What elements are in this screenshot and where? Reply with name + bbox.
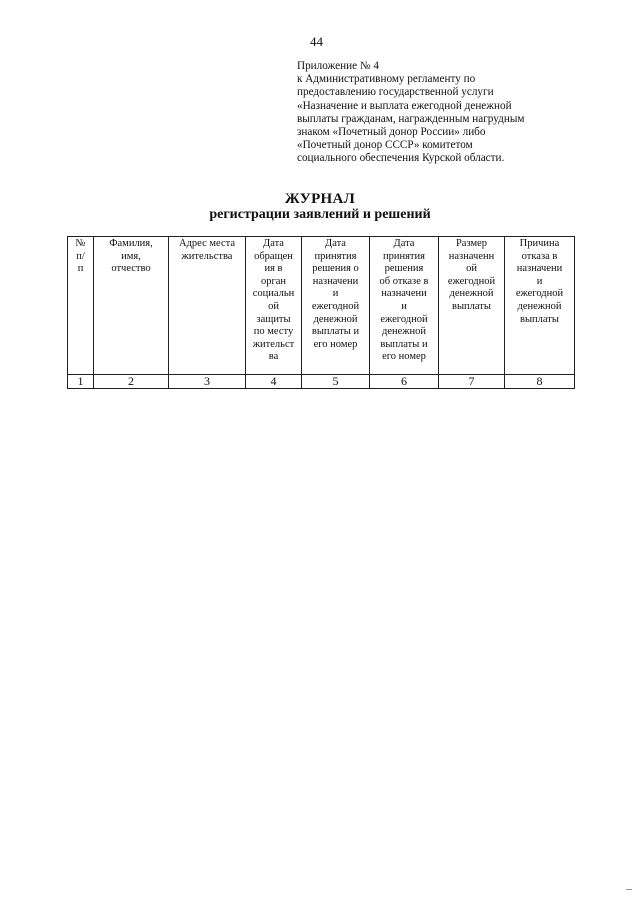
column-header-refusal-decision-date	[370, 237, 439, 375]
column-header-refusal-reason	[505, 237, 575, 375]
appendix-line: к Административному регламенту по	[297, 73, 476, 86]
column-header-label: Адрес места жительства	[179, 238, 235, 262]
appendix-line: социального обеспечения Курской области.	[297, 152, 505, 165]
column-number-cell: 3	[169, 375, 246, 389]
column-header-label: Размер назначенн ой ежегодной денежной выплаты	[447, 238, 496, 312]
page-number: 44	[310, 34, 323, 49]
column-header-application-date	[246, 237, 302, 375]
column-number-cell: 1	[68, 375, 94, 389]
column-number-cell: 8	[505, 375, 575, 389]
column-header-payment-amount	[439, 237, 505, 375]
column-header-label: Дата принятия решения о назначени и ежегодной денежной выплаты и его номер	[311, 238, 360, 350]
appendix-block	[297, 60, 547, 166]
appendix-line: «Почетный донор СССР» комитетом	[297, 139, 473, 152]
column-header-address	[169, 237, 246, 375]
column-header-grant-decision-date	[302, 237, 370, 375]
column-header-full-name	[94, 237, 169, 375]
journal-title: ЖУРНАЛ	[284, 191, 356, 207]
appendix-line: выплаты гражданам, награжденным нагрудным	[297, 112, 525, 125]
scan-mark	[626, 889, 632, 890]
journal-subtitle: регистрации заявлений и решений	[209, 207, 431, 222]
appendix-line: предоставлению государственной услуги	[297, 86, 494, 99]
column-number-cell: 2	[94, 375, 169, 389]
column-header-number	[68, 237, 94, 375]
column-number-cell: 6	[370, 375, 439, 389]
column-number-cell: 7	[439, 375, 505, 389]
appendix-line: знаком «Почетный донор России» либо	[297, 126, 486, 139]
registration-journal-table	[67, 236, 575, 389]
table-header-row	[68, 237, 575, 375]
column-header-label: Дата принятия решения об отказе в назначени и ежегодной денежной выплаты и его номер	[379, 238, 429, 363]
column-header-label: Причина отказа в назначени и ежегодной денежной выплаты	[515, 238, 564, 325]
column-header-label: Фамилия, имя, отчество	[109, 238, 153, 275]
column-number-cell: 5	[302, 375, 370, 389]
column-header-label: Дата обращен ия в орган социальн ой защиты по месту жительст ва	[252, 238, 295, 363]
appendix-line: Приложение № 4	[297, 60, 379, 72]
column-header-label: № п/ п	[75, 238, 86, 275]
column-number-cell: 4	[246, 375, 302, 389]
column-number-row	[68, 375, 575, 389]
appendix-line: «Назначение и выплата ежегодной денежной	[297, 99, 512, 112]
